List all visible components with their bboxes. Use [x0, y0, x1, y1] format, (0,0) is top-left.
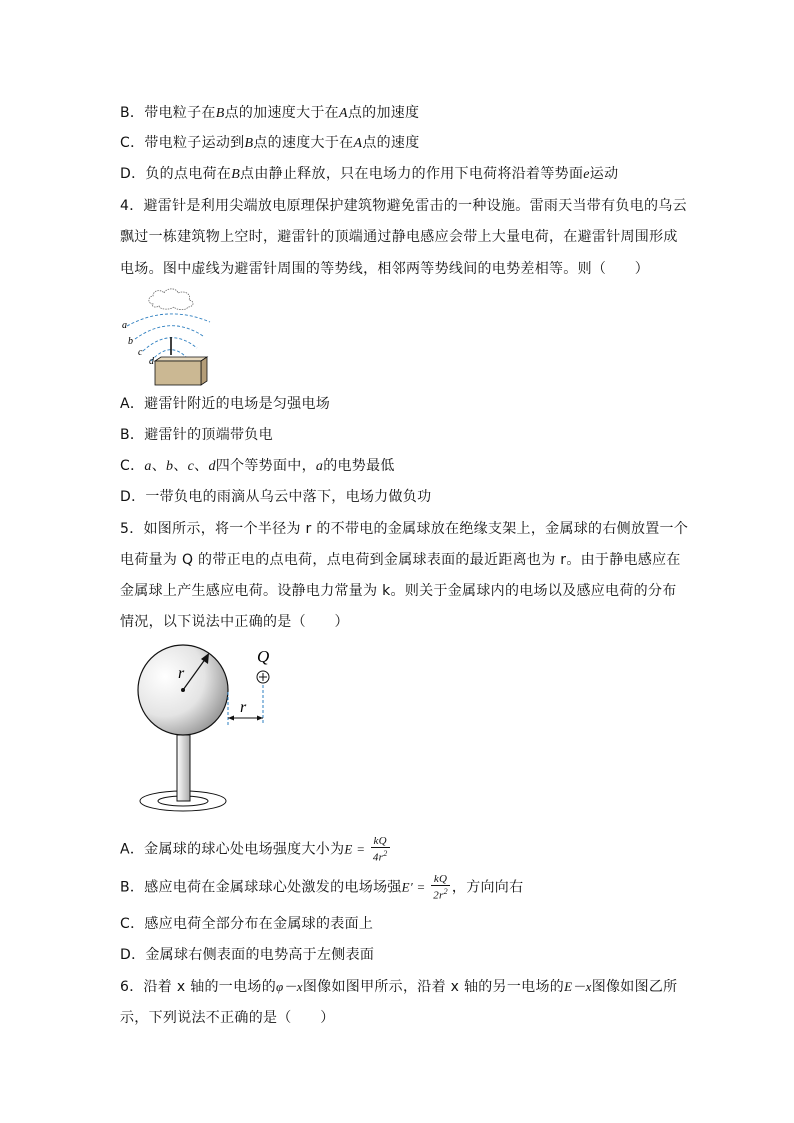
q3-option-d: D．负的点电荷在B点由静止释放，只在电场力的作用下电荷将沿着等势面e运动 [120, 166, 619, 182]
q3-option-b: B．带电粒子在B点的加速度大于在A点的加速度 [120, 105, 420, 121]
fraction-kq-4r2: $\frac{kQ}{4r^2}$ [372, 835, 388, 864]
q6-stem-line-2: 示，下列说法不正确的是（ ） [120, 1010, 335, 1026]
q5-option-b: B．感应电荷在金属球球心处激发的电场场强E′ = $\frac{kQ}{2r^2}$ ，方向向右 [120, 873, 524, 902]
q5-option-d: D．金属球右侧表面的电势高于左侧表面 [120, 947, 375, 963]
q4-stem-line-1: 4．避雷针是利用尖端放电原理保护建筑物避免雷击的一种设施。雷雨天当带有负电的乌云 [120, 198, 687, 214]
label-charge-Q: Q [257, 647, 270, 666]
label-c: c [138, 347, 143, 358]
q4-stem-line-2: 飘过一栋建筑物上空时，避雷针的顶端通过静电感应会带上大量电荷，在避雷针周围形成 [120, 229, 678, 245]
distance-arrow-left-head [228, 716, 234, 721]
q4-option-d: D．一带负电的雨滴从乌云中落下，电场力做负功 [120, 489, 432, 505]
label-radius-r: r [178, 665, 185, 682]
label-a: a [122, 320, 127, 331]
metal-sphere-figure [130, 640, 290, 820]
q4-stem-line-3: 电场。图中虚线为避雷针周围的等势线，相邻两等势线间的电势差相等。则（ ） [120, 261, 650, 277]
lightning-rod-figure [115, 282, 225, 387]
q5-stem-line-1: 5．如图所示，将一个半径为 r 的不带电的金属球放在绝缘支架上，金属球的右侧放置一个 [120, 521, 689, 537]
q4-option-a: A．避雷针附近的电场是匀强电场 [120, 396, 331, 412]
point-charge-plus-icon [257, 671, 269, 683]
q4-option-b: B．避雷针的顶端带负电 [120, 427, 273, 443]
q5-option-a: A．金属球的球心处电场强度大小为E = $\frac{kQ}{4r^2}$ [120, 835, 388, 864]
q3-option-c: C．带电粒子运动到B点的速度大于在A点的速度 [120, 135, 420, 151]
q5-stem-line-4: 情况，以下说法中正确的是（ ） [120, 614, 349, 630]
q5-stem-line-2: 电荷量为 Q 的带正电的点电荷，点电荷到金属球表面的最近距离也为 r。由于静电感应在 [120, 552, 681, 568]
distance-arrow-right-head [257, 716, 263, 721]
cloud-icon [149, 289, 193, 310]
q5-stem-line-3: 金属球上产生感应电荷。设静电力常量为 k。则关于金属球内的电场以及感应电荷的分布 [120, 583, 677, 599]
q4-option-c: C．a、b、c、d四个等势面中，a的电势最低 [120, 458, 395, 474]
q6-stem-line-1: 6．沿着 x 轴的一电场的φ－x图像如图甲所示，沿着 x 轴的另一电场的E－x图像如图乙所 [120, 979, 678, 995]
insulating-stand [177, 735, 190, 801]
building-box [155, 357, 207, 385]
label-d: d [149, 356, 154, 367]
label-distance-r: r [240, 699, 247, 716]
q5-option-c: C．感应电荷全部分布在金属球的表面上 [120, 916, 374, 932]
label-b: b [128, 336, 133, 347]
fraction-kq-2r2: $\frac{kQ}{2r^2}$ [433, 873, 448, 902]
